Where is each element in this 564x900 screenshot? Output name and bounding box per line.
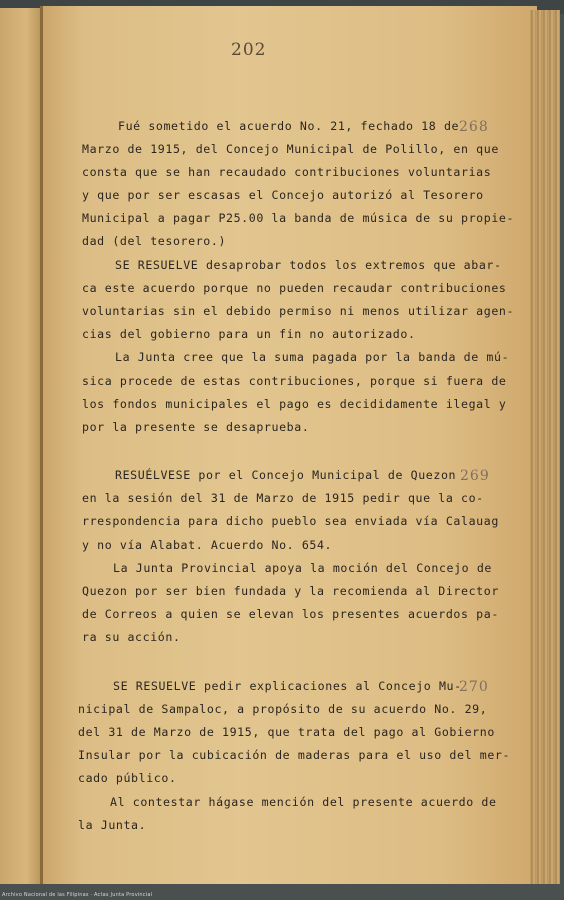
text-line: por la presente se desaprueba. bbox=[82, 420, 310, 434]
text-line: dad (del tesorero.) bbox=[82, 234, 227, 248]
text-line: La Junta cree que la suma pagada por la banda de mú- bbox=[115, 350, 510, 364]
text-line: ra su acción. bbox=[82, 630, 181, 644]
text-line: y que por ser escasas el Concejo autorizó al Tesorero bbox=[82, 188, 484, 202]
text-line: consta que se han recaudado contribuciones voluntarias bbox=[82, 165, 492, 179]
text-line: RESUÉLVESE por el Concejo Municipal de Quezon bbox=[115, 468, 457, 482]
text-line: Fué sometido el acuerdo No. 21, fechado 18 de bbox=[118, 119, 460, 133]
scan-footer: Archivo Nacional de las Filipinas · Actas Junta Provincial bbox=[2, 892, 153, 898]
text-line: la Junta. bbox=[78, 818, 147, 832]
margin-number-269: 269 bbox=[460, 468, 490, 484]
text-line: rrespondencia para dicho pueblo sea enviada vía Calauag bbox=[82, 514, 499, 528]
margin-number-268: 268 bbox=[459, 119, 489, 135]
page-number: 202 bbox=[231, 40, 267, 60]
text-line: La Junta Provincial apoya la moción del Concejo de bbox=[113, 561, 493, 575]
text-line: Marzo de 1915, del Concejo Municipal de Polillo, en que bbox=[82, 142, 499, 156]
text-line: cado público. bbox=[78, 771, 177, 785]
page-stack-edges bbox=[530, 10, 560, 884]
text-line: sica procede de estas contribuciones, porque si fuera de bbox=[82, 374, 507, 388]
text-line: SE RESUELVE desaprobar todos los extremos que abar- bbox=[115, 258, 502, 272]
text-line: cias del gobierno para un fin no autorizado. bbox=[82, 327, 416, 341]
text-line: de Correos a quien se elevan los presentes acuerdos pa- bbox=[82, 607, 499, 621]
text-line: y no vía Alabat. Acuerdo No. 654. bbox=[82, 538, 333, 552]
text-line: nicipal de Sampaloc, a propósito de su acuerdo No. 29, bbox=[78, 702, 488, 716]
text-line: los fondos municipales el pago es decididamente ilegal y bbox=[82, 397, 507, 411]
text-line: SE RESUELVE pedir explicaciones al Concejo Mu- bbox=[113, 679, 462, 693]
text-line: Municipal a pagar P25.00 la banda de música de su propie- bbox=[82, 211, 515, 225]
text-line: en la sesión del 31 de Marzo de 1915 pedir que la co- bbox=[82, 491, 484, 505]
text-line: Quezon por ser bien fundada y la recomienda al Director bbox=[82, 584, 499, 598]
text-line: del 31 de Marzo de 1915, que trata del pago al Gobierno bbox=[78, 725, 495, 739]
text-line: ca este acuerdo porque no pueden recaudar contribuciones bbox=[82, 281, 507, 295]
text-line: voluntarias sin el debido permiso ni menos utilizar agen- bbox=[82, 304, 515, 318]
text-line: Al contestar hágase mención del presente acuerdo de bbox=[110, 795, 497, 809]
text-line: Insular por la cubicación de maderas para el uso del mer- bbox=[78, 748, 511, 762]
margin-number-270: 270 bbox=[459, 679, 489, 695]
